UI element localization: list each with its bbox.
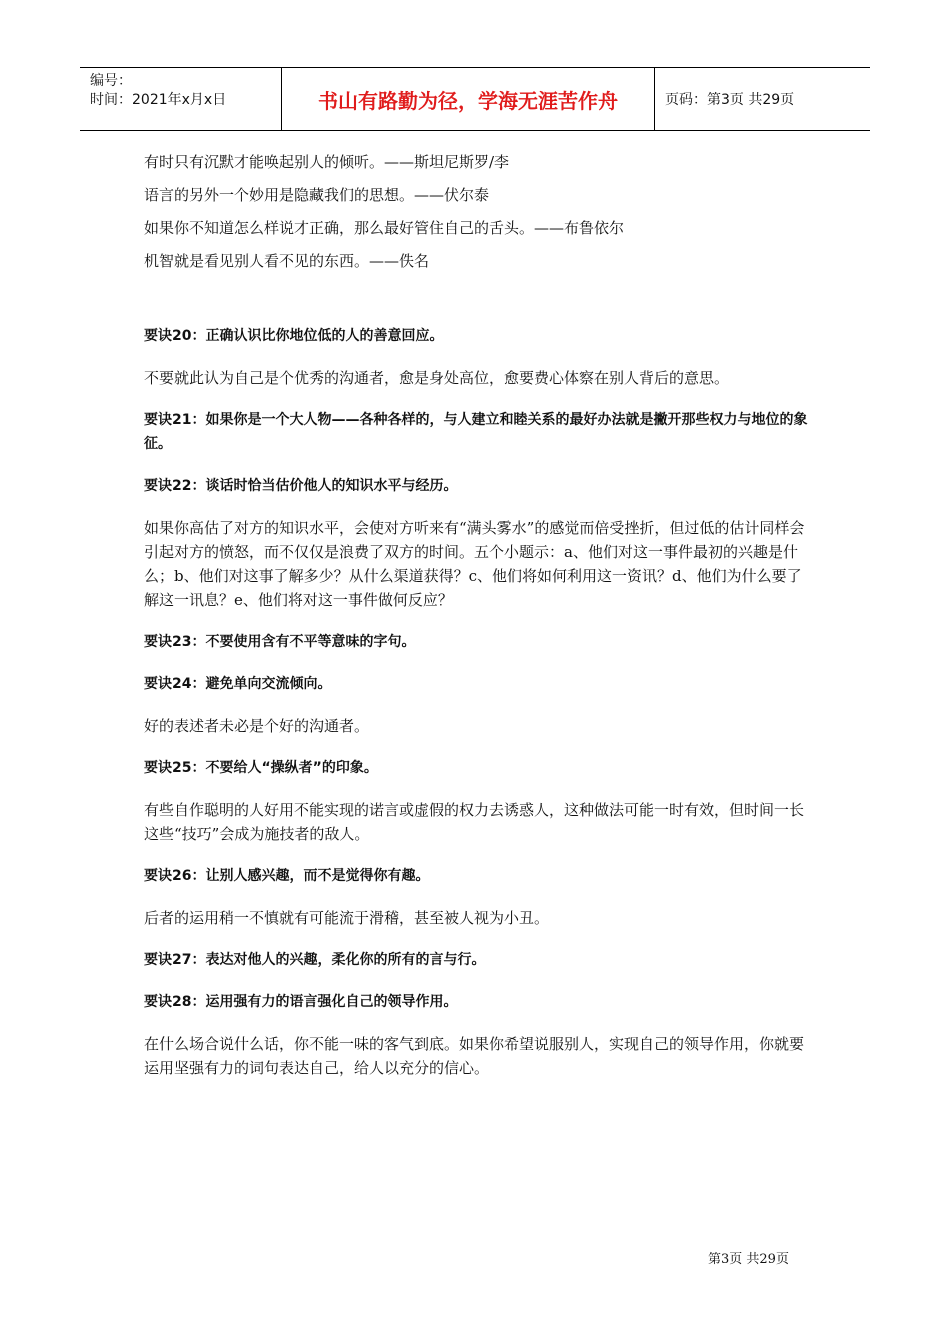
section-heading: 要诀22：谈话时恰当估价他人的知识水平与经历。 xyxy=(144,478,458,494)
section-body: 有些自作聪明的人好用不能实现的诺言或虚假的权力去诱惑人，这种做法可能一时有效，但时间一长这些“技巧”会成为施技者的敌人。 xyxy=(144,801,805,843)
section-body: 在什么场合说什么话，你不能一味的客气到底。如果你希望说服别人，实现自己的领导作用，你就要运用坚强有力的词句表达自己，给人以充分的信心。 xyxy=(144,1035,805,1077)
section-heading: 要诀20：正确认识比你地位低的人的善意回应。 xyxy=(144,328,444,344)
header-meta xyxy=(80,68,282,130)
page-footer: 第3页 共29页 xyxy=(708,1252,789,1267)
section-heading: 要诀23：不要使用含有不平等意味的字句。 xyxy=(144,634,416,650)
section-body: 后者的运用稍一不慎就有可能流于滑稽，甚至被人视为小丑。 xyxy=(144,909,550,927)
document-body xyxy=(144,152,812,1098)
section-body: 不要就此认为自己是个优秀的沟通者，愈是身处高位，愈要费心体察在别人背后的意思。 xyxy=(144,369,730,387)
section-heading: 要诀25：不要给人“操纵者”的印象。 xyxy=(144,760,378,776)
quote-line: 语言的另外一个妙用是隐藏我们的思想。——伏尔泰 xyxy=(144,186,490,204)
section-heading: 要诀28：运用强有力的语言强化自己的领导作用。 xyxy=(144,994,458,1010)
section-heading: 要诀27：表达对他人的兴趣，柔化你的所有的言与行。 xyxy=(144,952,486,968)
section-body: 如果你高估了对方的知识水平，会使对方听来有“满头雾水”的感觉而倍受挫折，但过低的估计同样会引起对方的愤怒，而不仅仅是浪费了双方的时间。五个小题示：a、他们对这一事件最初的兴趣是什么；b、他们对这事了解多少？从什么渠道获得？c、他们将如何利用这一资讯？d、他们为什么要了解这一讯息？e、他们将对这一事件做何反应？ xyxy=(144,519,805,609)
spacer xyxy=(144,284,812,324)
page-header xyxy=(80,67,870,131)
quote-line: 机智就是看见别人看不见的东西。——佚名 xyxy=(144,252,430,270)
section-heading: 要诀21：如果你是一个大人物——各种各样的，与人建立和睦关系的最好办法就是撇开那些权力与地位的象征。 xyxy=(144,412,808,452)
section-body: 好的表述者未必是个好的沟通者。 xyxy=(144,717,370,735)
header-motto: 书山有路勤为径，学海无涯苦作舟 xyxy=(282,68,655,130)
header-page-label: 页码：第3页 共29页 xyxy=(665,92,795,108)
time-label: 时间：2021年x月x日 xyxy=(90,92,227,108)
section-heading: 要诀24：避免单向交流倾向。 xyxy=(144,676,332,692)
section-heading: 要诀26：让别人感兴趣，而不是觉得你有趣。 xyxy=(144,868,430,884)
number-label: 编号： xyxy=(90,73,132,89)
quote-line: 有时只有沉默才能唤起别人的倾听。——斯坦尼斯罗/李 xyxy=(144,153,510,171)
quote-line: 如果你不知道怎么样说才正确，那么最好管住自己的舌头。——布鲁依尔 xyxy=(144,219,625,237)
